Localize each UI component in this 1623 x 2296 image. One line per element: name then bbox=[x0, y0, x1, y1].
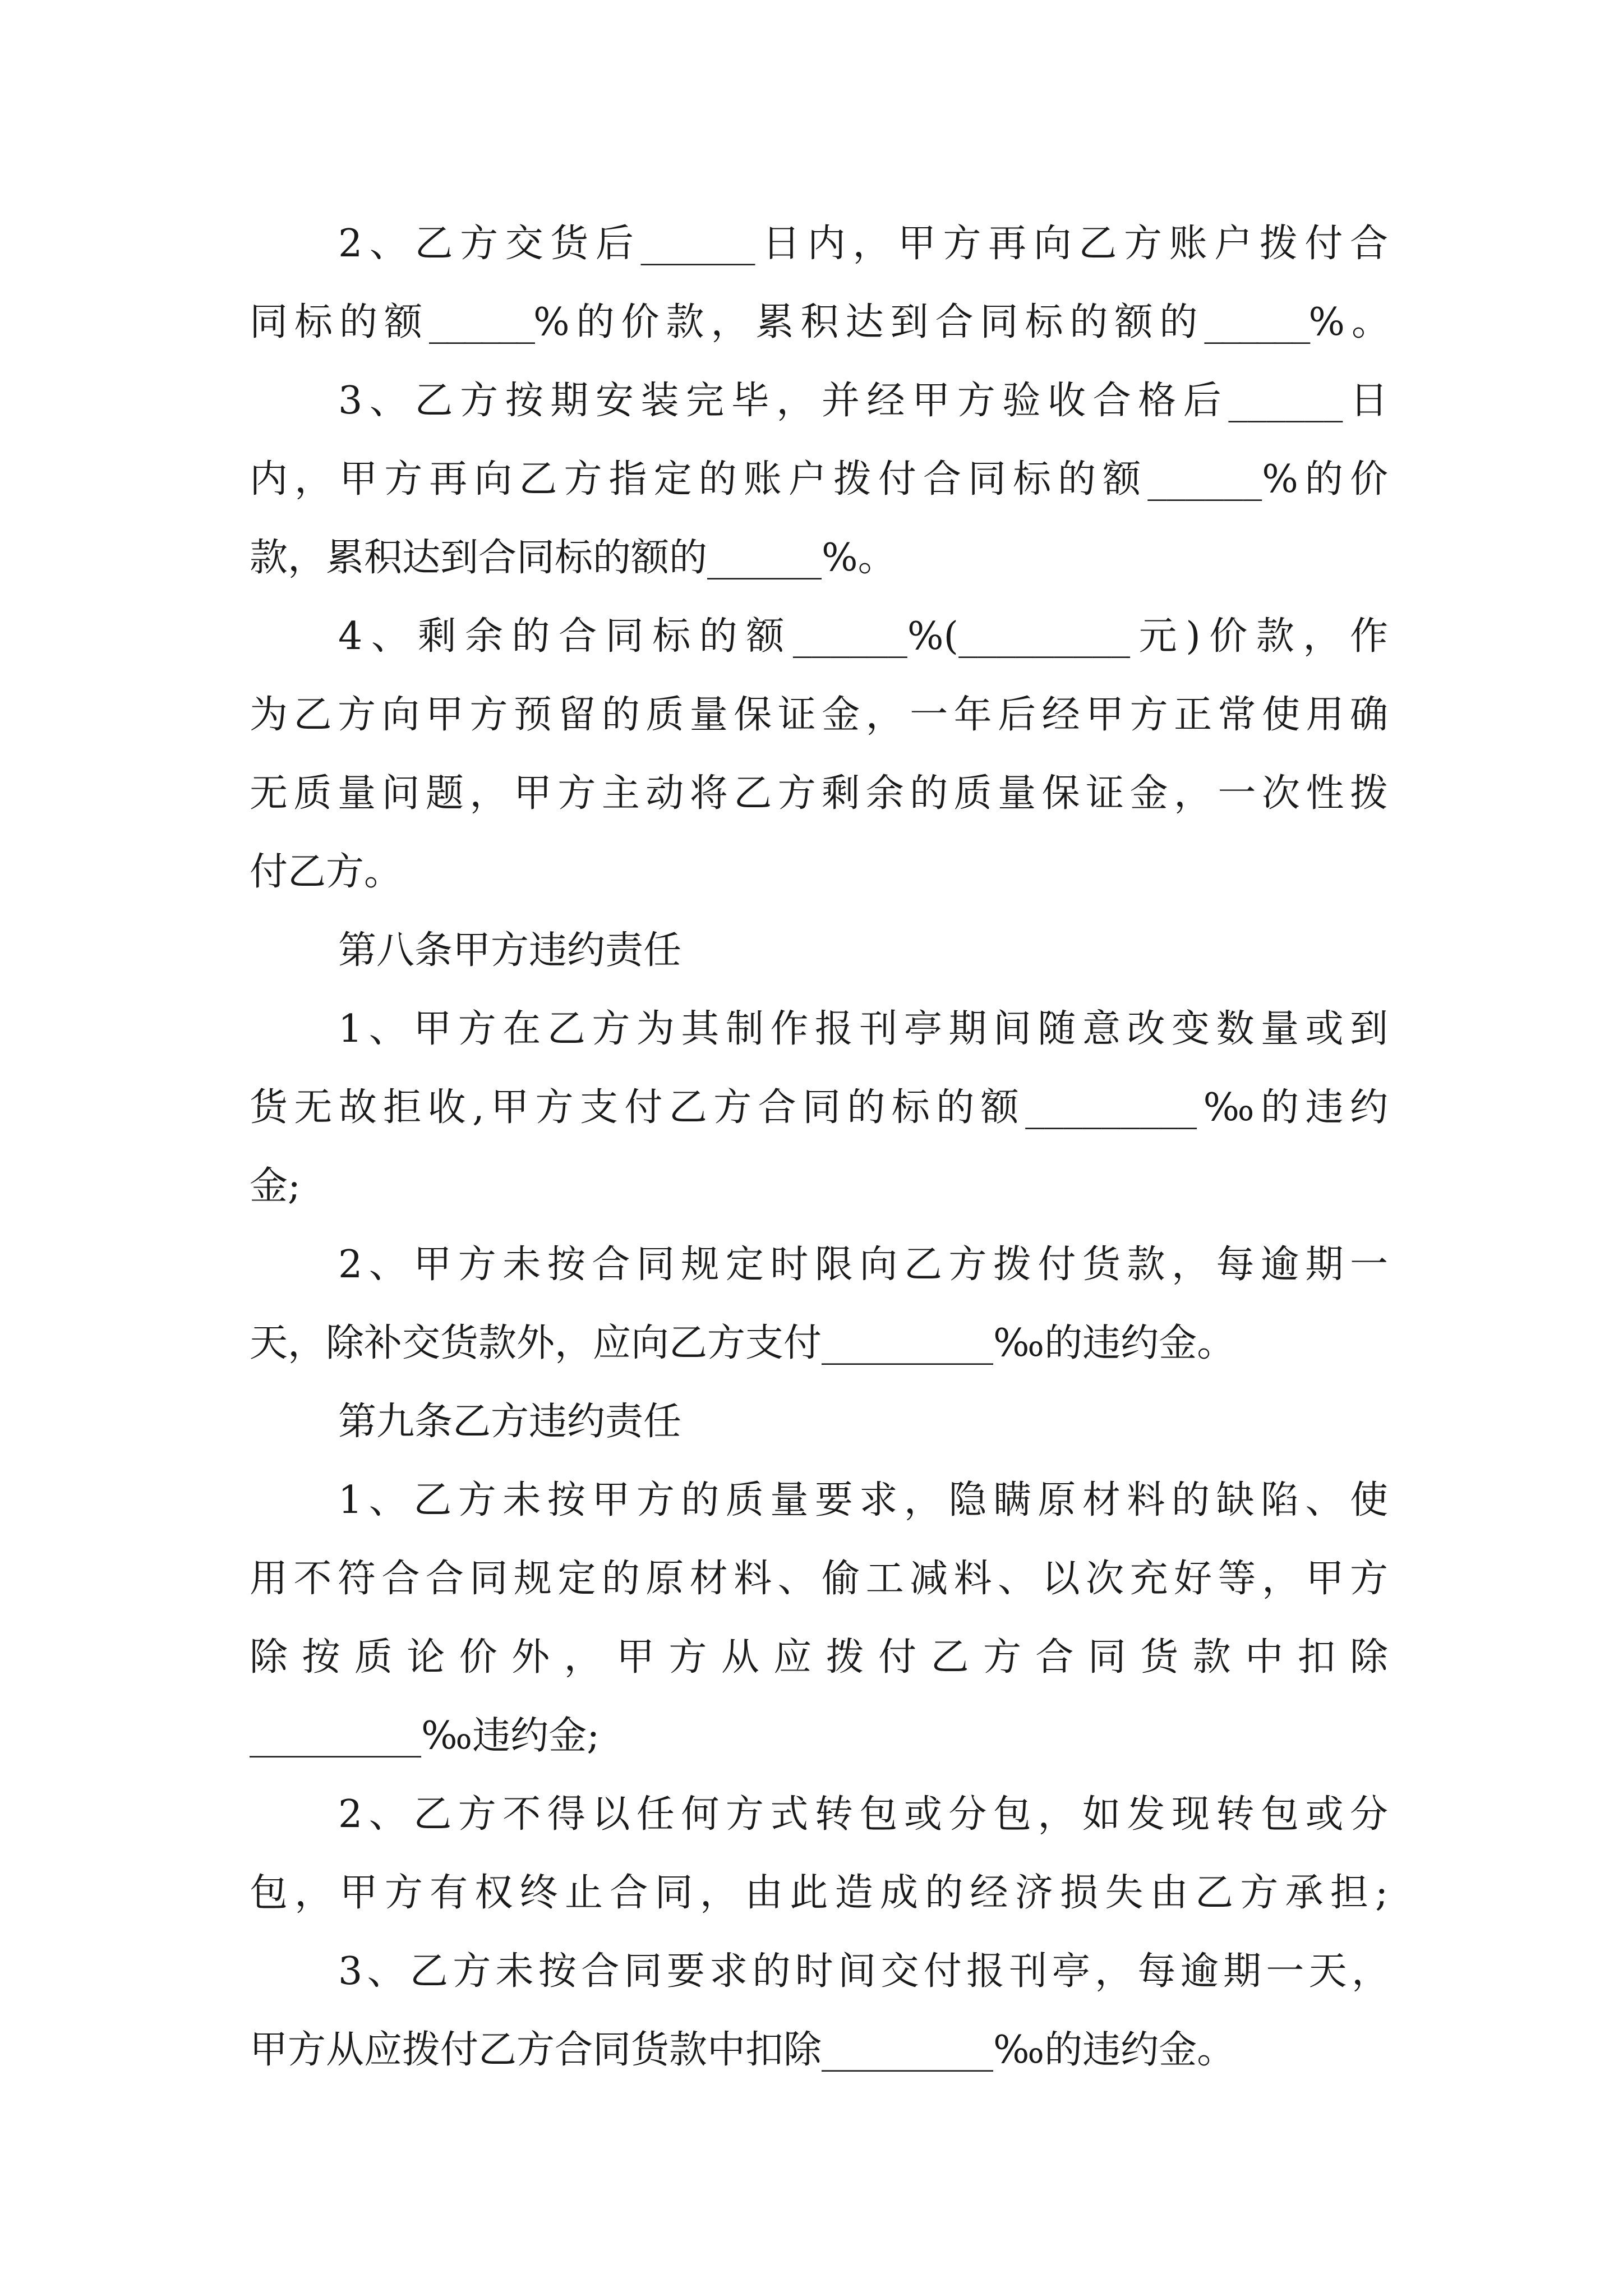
paragraph-line: _________‰违约金; bbox=[250, 1714, 600, 1758]
paragraph-line: 内，甲方再向乙方指定的账户拨付合同标的额______%的价 bbox=[250, 457, 1388, 501]
paragraph-line: 天，除补交货款外，应向乙方支付_________‰的违约金。 bbox=[250, 1321, 1235, 1365]
paragraph-line: 付乙方。 bbox=[250, 850, 403, 894]
paragraph-line: 包，甲方有权终止合同，由此造成的经济损失由乙方承担; bbox=[250, 1871, 1388, 1915]
paragraph-line: 无质量问题，甲方主动将乙方剩余的质量保证金，一次性拨 bbox=[250, 771, 1388, 816]
paragraph-line: 除按质论价外，甲方从应拨付乙方合同货款中扣除 bbox=[250, 1635, 1388, 1680]
paragraph-line: 为乙方向甲方预留的质量保证金，一年后经甲方正常使用确 bbox=[250, 693, 1388, 737]
paragraph-line: 3、乙方未按合同要求的时间交付报刊亭，每逾期一天， bbox=[338, 1949, 1388, 1994]
paragraph-line: 甲方从应拨付乙方合同货款中扣除_________‰的违约金。 bbox=[250, 2028, 1235, 2072]
paragraph-line: 同标的额______%的价款，累积达到合同标的额的______%。 bbox=[250, 300, 1388, 344]
paragraph-line: 2、甲方未按合同规定时限向乙方拨付货款，每逾期一 bbox=[338, 1243, 1388, 1287]
paragraph-line: 2、乙方交货后______日内，甲方再向乙方账户拨付合 bbox=[338, 222, 1388, 266]
paragraph-line: 1、甲方在乙方为其制作报刊亭期间随意改变数量或到 bbox=[338, 1007, 1388, 1051]
paragraph-line: 2、乙方不得以任何方式转包或分包，如发现转包或分 bbox=[338, 1792, 1388, 1837]
paragraph-line: 1、乙方未按甲方的质量要求，隐瞒原材料的缺陷、使 bbox=[338, 1478, 1388, 1522]
paragraph-line: 3、乙方按期安装完毕，并经甲方验收合格后______日 bbox=[338, 379, 1388, 423]
section-heading: 第九条乙方违约责任 bbox=[338, 1400, 682, 1444]
paragraph-line: 金; bbox=[250, 1164, 301, 1208]
paragraph-line: 用不符合合同规定的原材料、偷工减料、以次充好等，甲方 bbox=[250, 1557, 1388, 1601]
paragraph-line: 款，累积达到合同标的额的______%。 bbox=[250, 536, 896, 580]
paragraph-line: 4、剩余的合同标的额______%(_________元)价款，作 bbox=[338, 614, 1388, 659]
paragraph-line: 货无故拒收,甲方支付乙方合同的标的额_________‰的违约 bbox=[250, 1085, 1388, 1130]
section-heading: 第八条甲方违约责任 bbox=[338, 928, 682, 973]
